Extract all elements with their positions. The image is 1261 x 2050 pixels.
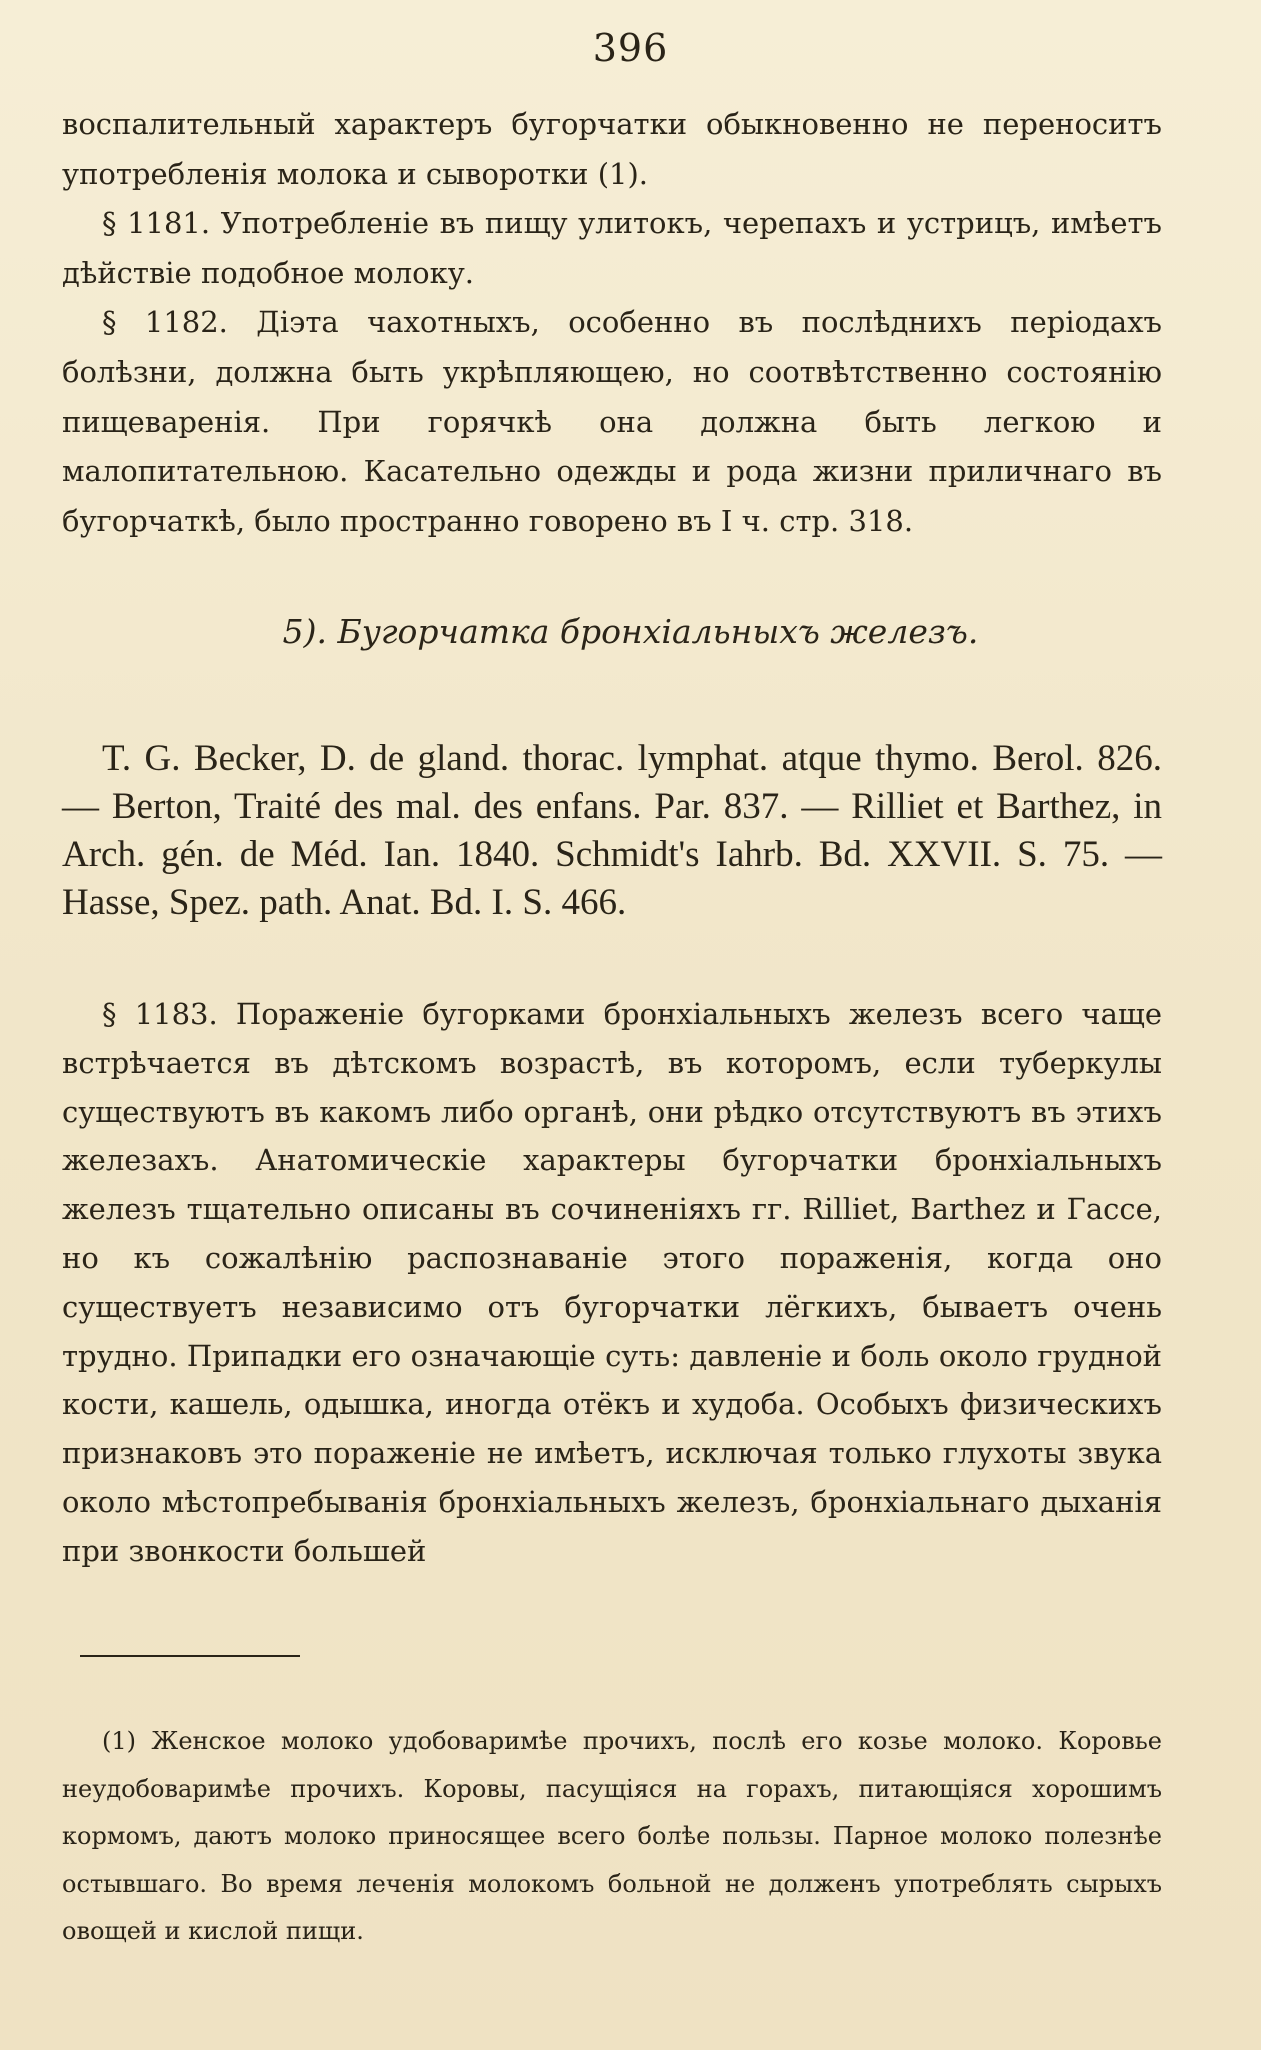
footnote-text: (1) Женское молоко удобоваримѣе прочихъ, послѣ его козье молоко. Коровье неудобоваримѣе прочихъ. Коровы, пасущіяся на горахъ, питающіяся хорошимъ кормомъ, даютъ молоко приносящее всего болѣе пользы. Парное молоко полезнѣе остывшаго. Во время леченія молокомъ больной не долженъ употреблять сырыхъ овощей и кислой пищи. xyxy=(62,1727,1162,1945)
references-block xyxy=(62,735,1162,927)
paragraph-1183: § 1183. Пораженіе бугорками бронхіальныхъ железъ всего чаще встрѣчается въ дѣтскомъ возрастѣ, въ которомъ, если туберкулы существуютъ въ какомъ либо органѣ, они рѣдко отсутствуютъ въ этихъ железахъ. Анатомическіе характеры бугорчатки бронхіальныхъ железъ тщательно описаны въ сочиненіяхъ гг. Rilliet, Barthez и Гассе, но къ сожалѣнію распознаваніе этого пораженія, когда оно существуетъ независимо отъ бугорчатки лёгкихъ, бываетъ очень трудно. Припадки его означающіе суть: давленіе и боль около грудной кости, кашель, одышка, иногда отёкъ и худоба. Особыхъ физическихъ признаковъ это пораженіе не имѣетъ, исключая только глухоты звука около мѣстопребыванія бронхіальныхъ железъ, бронхіальнаго дыханія при звонкости большей xyxy=(62,997,1162,1568)
body-text-continued xyxy=(62,990,1162,1576)
paragraph-1181: § 1181. Употребленіе въ пищу улитокъ, черепахъ и устрицъ, имѣетъ дѣйствіе подобное молоку. xyxy=(62,206,1162,290)
body-text xyxy=(62,100,1162,546)
page-number: 396 xyxy=(592,26,669,70)
footnote xyxy=(62,1718,1162,1956)
references-text: T. G. Becker, D. de gland. thorac. lymphat. atque thymo. Berol. 826. — Berton, Traité des mal. des enfans. Par. 837. — Rilliet et Barthez, in Arch. gén. de Méd. Ian. 1840. Schmidt's Iahrb. Bd. XXVII. S. 75. — Hasse, Spez. path. Anat. Bd. I. S. 466. xyxy=(62,738,1162,923)
footnote-divider xyxy=(80,1655,300,1657)
paragraph-continuation: воспалительный характеръ бугорчатки обыкновенно не переноситъ употребленія молока и сыворотки (1). xyxy=(62,107,1162,191)
paragraph-1182: § 1182. Діэта чахотныхъ, особенно въ послѣднихъ періодахъ болѣзни, должна быть укрѣпляющею, но соотвѣтственно состоянію пищеваренія. При горячкѣ она должна быть легкою и малопитательною. Касательно одежды и рода жизни приличнаго въ бугорчаткѣ, было пространно говорено въ I ч. стр. 318. xyxy=(62,305,1162,538)
section-heading: 5). Бугорчатка бронхіальныхъ железъ. xyxy=(282,612,979,651)
